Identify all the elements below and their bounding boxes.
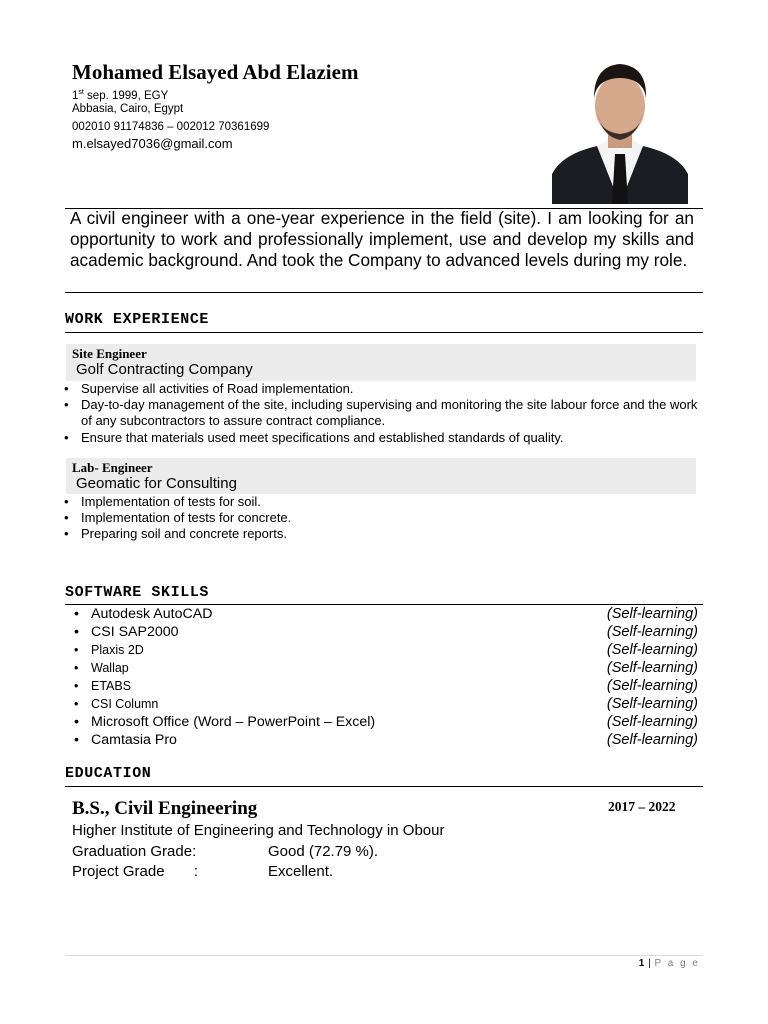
skill-name: • Autodesk AutoCAD (91, 606, 213, 622)
skill-note: (Self-learning) (606, 732, 698, 748)
skill-name: • CSI SAP2000 (91, 624, 179, 640)
work-heading-rule (65, 332, 703, 333)
profile-photo (552, 54, 688, 204)
duty-item: • Preparing soil and concrete reports. (62, 526, 702, 542)
education-heading: EDUCATION (65, 765, 152, 782)
skill-item (72, 605, 698, 623)
skill-item (72, 695, 698, 713)
education-heading-rule (65, 786, 703, 787)
job-duties-list (62, 494, 702, 543)
skill-note: (Self-learning) (606, 678, 698, 694)
address: Abbasia, Cairo, Egypt (72, 103, 184, 115)
software-skills-heading: SOFTWARE SKILLS (65, 584, 210, 601)
summary-bottom-rule (65, 292, 703, 293)
skill-name: • Wallap (91, 661, 129, 675)
job-duties-list (62, 381, 702, 446)
skill-name: • Microsoft Office (Word – PowerPoint – Excel) (91, 714, 376, 730)
candidate-name: Mohamed Elsayed Abd Elaziem (72, 60, 359, 84)
work-experience-heading: WORK EXPERIENCE (65, 311, 210, 328)
degree-years: 2017 – 2022 (608, 799, 676, 814)
skill-note: (Self-learning) (606, 660, 698, 676)
job-header-lab-engineer (66, 458, 696, 494)
email-address: m.elsayed7036@gmail.com (72, 136, 233, 151)
duty-item: • Implementation of tests for concrete. (62, 510, 702, 526)
skill-item (72, 713, 698, 731)
duty-item: • Supervise all activities of Road implementation. (62, 381, 702, 397)
duty-item: • Day-to-day management of the site, including supervising and monitoring the site labour force and the work of any subcontractors to assure contract compliance. (62, 397, 702, 429)
page-number: 1 (638, 958, 645, 969)
job-title: Lab- Engineer (72, 460, 153, 475)
job-company: Golf Contracting Company (76, 361, 253, 378)
degree-title: B.S., Civil Engineering (72, 798, 258, 819)
skill-item (72, 641, 698, 659)
skills-list (72, 605, 698, 749)
skill-note: (Self-learning) (606, 624, 698, 640)
skill-note: (Self-learning) (606, 696, 698, 712)
graduation-grade-value: Good (72.79 %). (268, 843, 379, 860)
skill-name: • Camtasia Pro (91, 732, 177, 748)
graduation-grade-label: Graduation Grade: (72, 843, 197, 860)
job-header-site-engineer (66, 344, 696, 381)
skill-name: • CSI Column (91, 697, 159, 711)
skill-name: • Plaxis 2D (91, 643, 144, 657)
dob-day: 1 (72, 89, 79, 102)
skill-item (72, 677, 698, 695)
skill-note: (Self-learning) (606, 714, 698, 730)
job-title: Site Engineer (72, 346, 147, 361)
dob-suffix: st (78, 89, 84, 96)
page-footer (639, 958, 700, 969)
page-label: P a g e (654, 958, 700, 969)
skill-note: (Self-learning) (606, 642, 698, 658)
skill-name: • ETABS (91, 679, 132, 693)
institute-name: Higher Institute of Engineering and Technology in Obour (72, 822, 445, 839)
page-separator: | (644, 958, 655, 969)
footer-rule (65, 955, 703, 956)
phone-numbers: 002010 91174836 – 002012 70361699 (72, 121, 270, 133)
skill-item (72, 659, 698, 677)
duty-item: • Implementation of tests for soil. (62, 494, 702, 510)
summary-paragraph: A civil engineer with a one-year experience in the field (site). I am looking for an opportunity to work and professionally implement, use and develop my skills and academic background. And took the Company to advanced levels during my role. (70, 208, 694, 270)
duty-item: • Ensure that materials used meet specifications and established standards of quality. (62, 430, 702, 446)
skill-item (72, 731, 698, 749)
dob-rest: sep. 1999, EGY (83, 89, 169, 102)
job-company: Geomatic for Consulting (76, 475, 237, 492)
skill-item (72, 623, 698, 641)
skill-note: (Self-learning) (606, 606, 698, 622)
project-grade-value: Excellent. (268, 863, 334, 880)
project-grade-label: Project Grade : (72, 863, 198, 880)
